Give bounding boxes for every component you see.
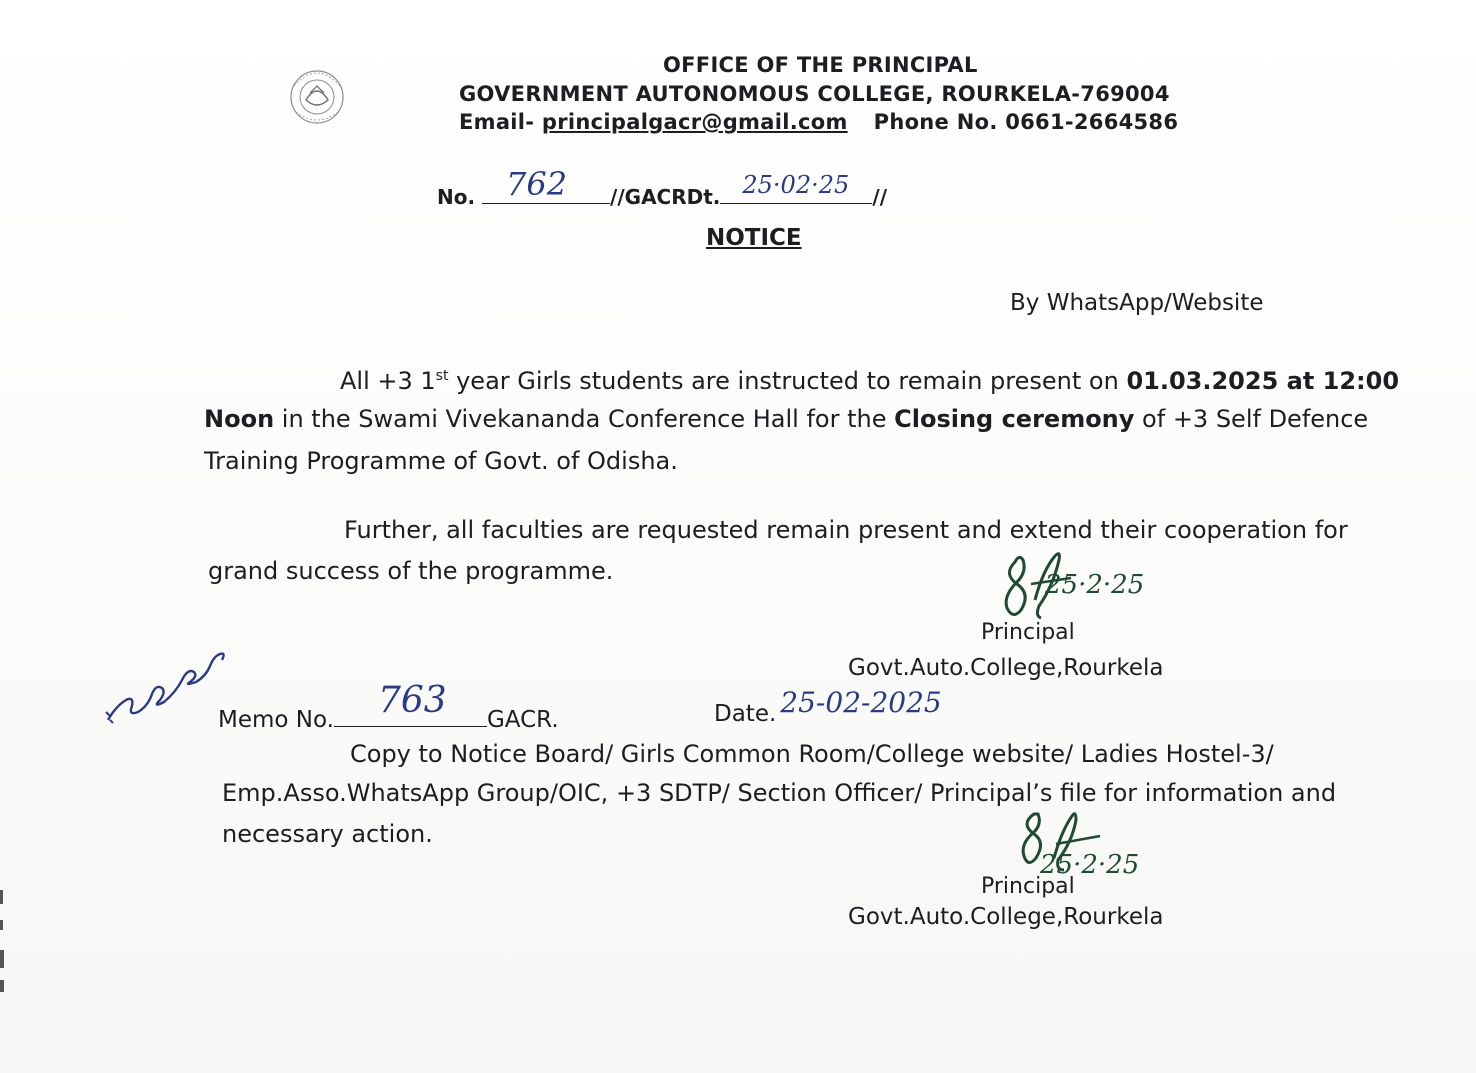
paragraph1-line1 (340, 361, 1399, 401)
scan-edge-marks (0, 880, 8, 1000)
copy-to-line2: Emp.Asso.WhatsApp Group/OIC, +3 SDTP/ Section Officer/ Principal’s file for information and (222, 779, 1337, 807)
college-seal-logo (282, 60, 352, 130)
memo-suffix: GACR. (486, 707, 559, 733)
delivery-mode: By WhatsApp/Website (1010, 290, 1264, 316)
para1-programme: of +3 Self Defence (1134, 405, 1369, 433)
memo-date (714, 686, 972, 727)
signature1-principal: Principal (981, 620, 1075, 645)
para1-text-a: All +3 1 (340, 367, 436, 395)
memo-number-handwritten: 763 (377, 680, 447, 721)
para1-venue: in the Swami Vivekananda Conference Hall for the (274, 405, 895, 433)
reference-line (437, 165, 887, 209)
signature2-date: 25·2·25 (1040, 850, 1140, 880)
memo-label: Memo No. (218, 707, 334, 733)
para1-event: Closing ceremony (894, 405, 1135, 433)
contact-line (459, 110, 1178, 134)
office-title: OFFICE OF THE PRINCIPAL (663, 53, 978, 77)
para1-noon: Noon (204, 405, 275, 433)
memo-number-blank (334, 680, 487, 727)
copy-to-line3: necessary action. (222, 820, 433, 848)
phone-number: Phone No. 0661-2664586 (873, 110, 1179, 134)
gacr-date-label: //GACRDt. (610, 185, 721, 209)
reference-number-handwritten: 762 (506, 165, 568, 203)
email-label: Email- (459, 110, 542, 134)
signature1-date: 25·2·25 (1045, 570, 1145, 600)
copy-to-line1: Copy to Notice Board/ Girls Common Room/College website/ Ladies Hostel-3/ (350, 740, 1274, 768)
memo-date-blank (776, 686, 972, 721)
signature2-principal: Principal (981, 874, 1075, 899)
para1-superscript: st (435, 368, 449, 384)
para1-text-b: year Girls students are instructed to remain present on (448, 367, 1127, 395)
memo-date-label: Date. (714, 701, 777, 727)
email-link[interactable]: principalgacr@gmail.com (541, 110, 848, 134)
reference-number-blank (482, 165, 610, 204)
para1-datetime: 01.03.2025 at 12:00 (1126, 367, 1400, 395)
college-name: GOVERNMENT AUTONOMOUS COLLEGE, ROURKELA-769004 (459, 82, 1170, 106)
handwritten-initials (100, 620, 230, 730)
signature1-college: Govt.Auto.College,Rourkela (848, 655, 1164, 681)
notice-heading: NOTICE (706, 225, 802, 251)
signature2-college: Govt.Auto.College,Rourkela (848, 904, 1164, 930)
reference-end: // (872, 185, 887, 209)
paragraph1-line2 (204, 399, 1368, 439)
reference-date-blank (720, 171, 872, 204)
memo-date-handwritten: 25-02-2025 (780, 686, 942, 719)
paragraph1-line3: Training Programme of Govt. of Odisha. (204, 447, 678, 475)
memo-line (218, 680, 559, 733)
paragraph2-line1: Further, all faculties are requested remain present and extend their cooperation for (344, 516, 1348, 544)
reference-date-handwritten: 25·02·25 (742, 171, 850, 199)
no-label: No. (437, 185, 476, 209)
paragraph2-line2: grand success of the programme. (208, 557, 614, 585)
